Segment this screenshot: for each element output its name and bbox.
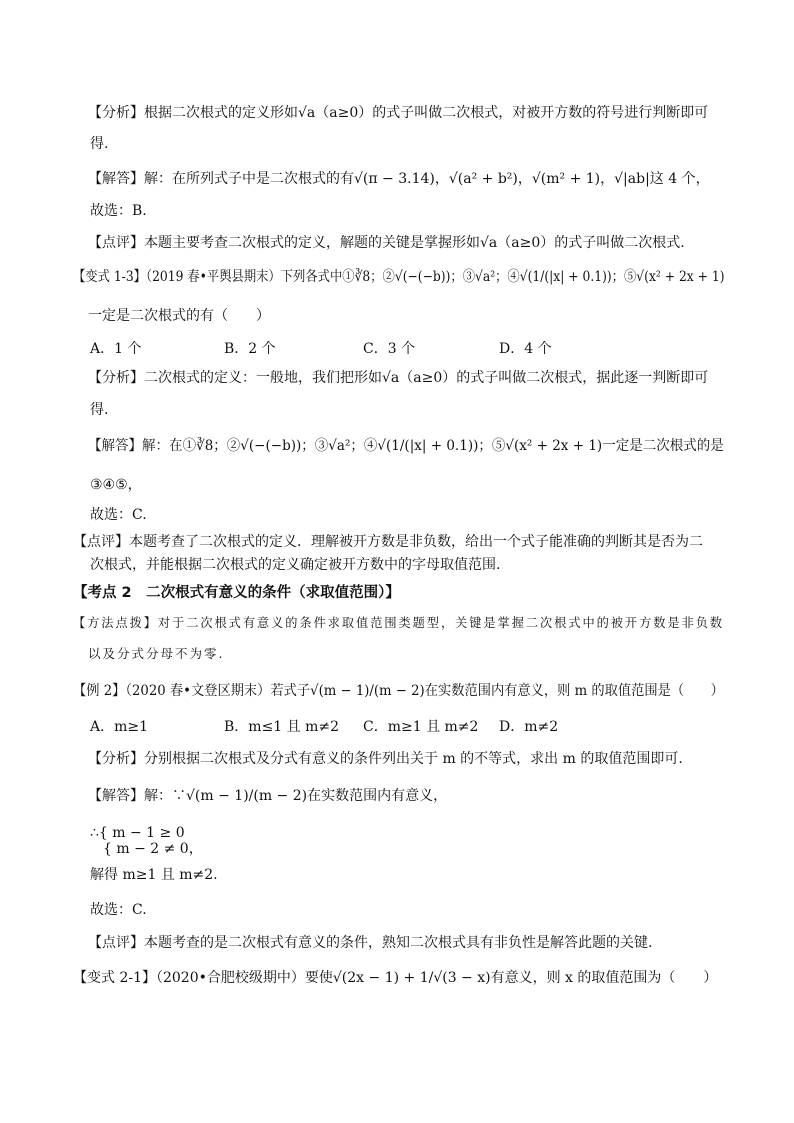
text-line: D．4 个	[499, 341, 552, 357]
text-line: 次根式，并能根据二次根式的定义确定被开方数中的字母取值范围.	[90, 557, 501, 573]
text-line: 【方法点拨】对于二次根式有意义的条件求取值范围类题型，关键是掌握二次根式中的被开方数是非负数	[73, 615, 725, 630]
text-line: 得.	[90, 402, 109, 418]
text-line: ∴{ m − 1 ≥ 0	[90, 825, 185, 841]
text-line: A．1 个	[90, 341, 142, 357]
text-line: 【解答】解：∵√(m − 1)/(m − 2)在实数范围内有意义，	[88, 788, 448, 804]
text-line: 【点评】本题考查的是二次根式有意义的条件，熟知二次根式具有非负性是解答此题的关键.	[88, 935, 653, 951]
text-line: D．m≠2	[499, 719, 559, 735]
text-line: 【变式 1-3】（2019 春•平舆县期末）下列各式中①∛8；②√(−(−b))；③√a²；④√(1/(|x| + 0.1))；⑤√(x² + 2x + 1)	[73, 269, 725, 285]
text-line: B．m≤1 且 m≠2	[224, 719, 340, 735]
text-line: 【变式 2-1】（2020•合肥校级期中）要使√(2x − 1) + 1/√(3 − x)有意义，则 x 的取值范围为（ ）	[73, 970, 718, 986]
text-line: 以及分式分母不为零.	[88, 646, 225, 661]
text-line: 【点评】本题考查了二次根式的定义．理解被开方数是非负数，给出一个式子能准确的判断其是否为二	[73, 534, 703, 550]
text-line: 一定是二次根式的有（ ）	[88, 308, 270, 324]
text-line: 故选：B.	[90, 203, 147, 219]
text-line: 【分析】二次根式的定义：一般地，我们把形如√a（a≥0）的式子叫做二次根式，据此逐一判断即可	[88, 370, 709, 386]
text-line: ③④⑤，	[90, 477, 142, 493]
text-line: 【解答】解：在①∛8；②√(−(−b))；③√a²；④√(1/(|x| + 0.1))；⑤√(x² + 2x + 1)一定是二次根式的是	[88, 438, 724, 454]
text-line: B．2 个	[224, 341, 276, 357]
text-line: 【分析】分别根据二次根式及分式有意义的条件列出关于 m 的不等式，求出 m 的取值范围即可.	[88, 751, 683, 767]
text-line: 【解答】解：在所列式子中是二次根式的有√(π − 3.14)，√(a² + b²)，√(m² + 1)，√|ab|这 4 个，	[88, 171, 710, 187]
text-line: A．m≥1	[90, 719, 149, 735]
text-line: 解得 m≥1 且 m≠2.	[90, 867, 218, 883]
text-line: 得.	[90, 136, 109, 152]
text-line: 故选：C.	[90, 902, 147, 918]
text-line: 故选：C.	[90, 507, 147, 523]
text-line: 【例 2】（2020 春•文登区期末）若式子√(m − 1)/(m − 2)在实数范围内有意义，则 m 的取值范围是（ ）	[73, 683, 724, 699]
text-line: 【分析】根据二次根式的定义形如√a（a≥0）的式子叫做二次根式，对被开方数的符号进行判断即可	[88, 105, 709, 121]
text-line: 【考点 2 二次根式有意义的条件（求取值范围）】	[73, 585, 400, 601]
text-line: C．3 个	[363, 341, 416, 357]
text-line: C．m≥1 且 m≠2	[363, 719, 479, 735]
text-line: 【点评】本题主要考查二次根式的定义，解题的关键是掌握形如√a（a≥0）的式子叫做二次根式.	[88, 235, 685, 251]
text-line: { m − 2 ≠ 0，	[103, 841, 203, 857]
